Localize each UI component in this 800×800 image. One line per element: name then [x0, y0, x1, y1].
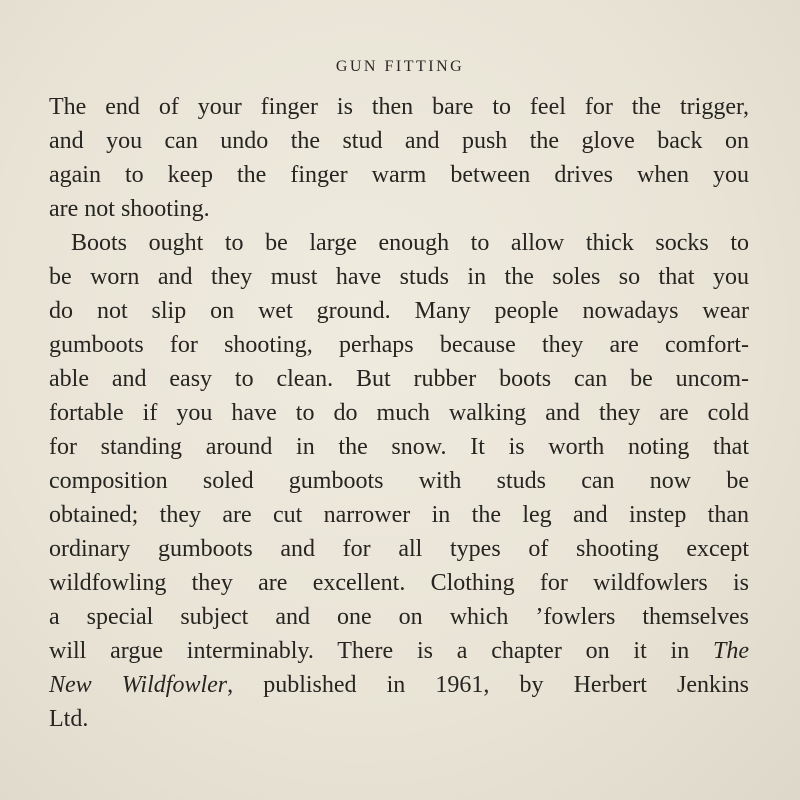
text-line: gumboots for shooting, perhaps because they are comfort- [49, 332, 749, 358]
text-line: a special subject and one on which ’fowlers themselves [49, 604, 749, 630]
text-line: and you can undo the stud and push the glove back on [49, 128, 749, 154]
text-line: be worn and they must have studs in the soles so that you [49, 264, 749, 290]
text-line: again to keep the finger warm between drives when you [49, 162, 749, 188]
text-line: are not shooting. [49, 196, 210, 222]
body-text [49, 90, 749, 736]
text-line: for standing around in the snow. It is worth noting that [49, 434, 749, 460]
text-line: do not slip on wet ground. Many people nowadays wear [49, 298, 749, 324]
text-line: obtained; they are cut narrower in the leg and instep than [49, 502, 749, 528]
book-title-part: The [713, 638, 749, 664]
text-line: wildfowling they are excellent. Clothing for wildfowlers is [49, 570, 749, 596]
text-line: ordinary gumboots and for all types of shooting except [49, 536, 749, 562]
text-line-rest: , published in 1961, by Herbert Jenkins [227, 672, 749, 698]
book-title-part: New Wildfowler [49, 672, 228, 698]
text-line: composition soled gumboots with studs can now be [49, 468, 749, 494]
text-line [49, 668, 749, 702]
text-line: able and easy to clean. But rubber boots can be uncom- [49, 366, 749, 392]
running-head: GUN FITTING [335, 58, 465, 75]
text-line: Ltd. [49, 706, 89, 732]
text-line: fortable if you have to do much walking and they are cold [49, 400, 749, 426]
text-line: Boots ought to be large enough to allow thick socks to [71, 230, 749, 256]
text-line [49, 634, 749, 668]
text-line: The end of your finger is then bare to feel for the trigger, [49, 94, 749, 120]
text-line-main: will argue interminably. There is a chapter on it in [49, 638, 690, 664]
